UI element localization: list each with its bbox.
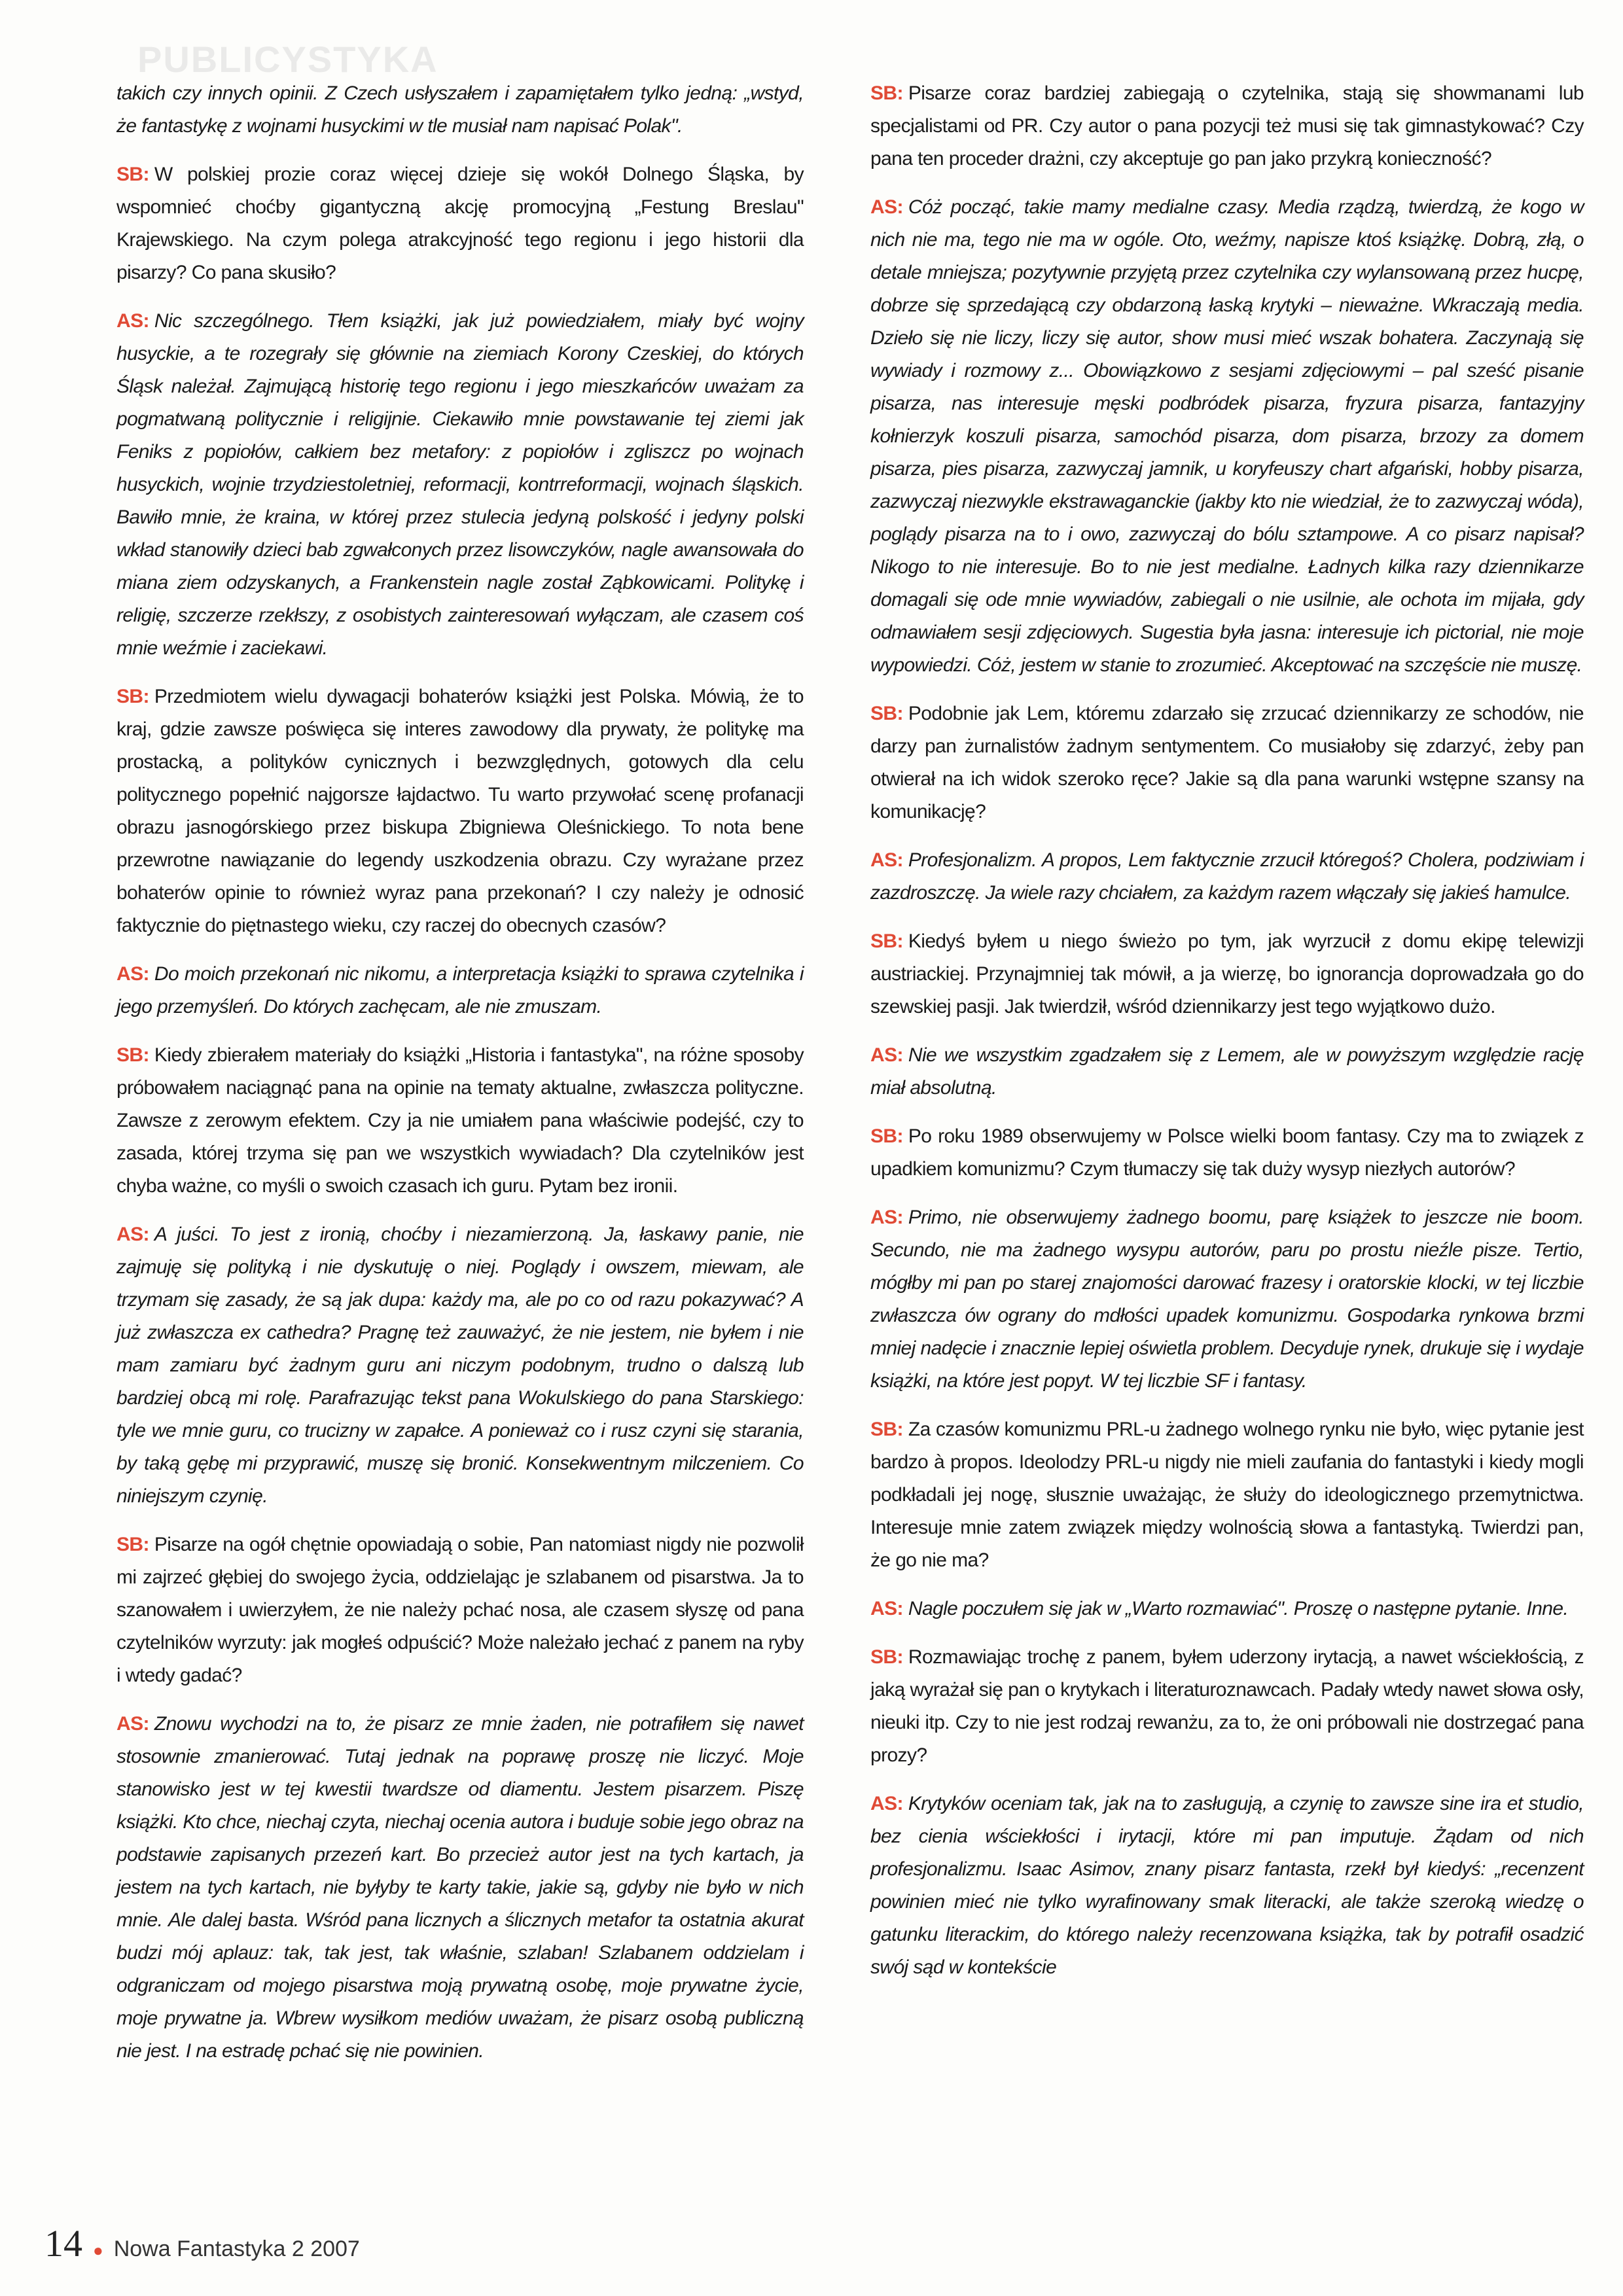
paragraph-text: Kiedy zbierałem materiały do książki „Historia i fantastyka", na różne sposoby próbowałem naciągnąć pana na opinie na tematy aktualne, zwłaszcza polityczne. Zawsze z zerowym efektem. Czy ja nie umiałem pana właściwie podejść, czy to zasada, której trzyma się pan we wszystkich wywiadach? Dla czytelników jest chyba ważne, co myśli o swoich czasach ich guru. Pytam bez ironii. bbox=[116, 1044, 804, 1197]
speaker-label-as: AS: bbox=[870, 196, 903, 218]
speaker-label-as: AS: bbox=[116, 1713, 149, 1735]
speaker-label-sb: SB: bbox=[870, 82, 903, 104]
page-footer bbox=[45, 2221, 360, 2265]
paragraph-text: Nic szczególnego. Tłem książki, jak już powiedziałem, miały być wojny husyckie, a te rozegrały się głównie na ziemiach Korony Czeskiej, do których Śląsk należał. Zajmującą historię tego regionu i jego mieszkańców uważam za pogmatwaną politycznie i religijnie. Ciekawiło mnie powstawanie tej ziemi jak Feniks z popiołów, całkiem bez metafory: z popiołów i zgliszcz po wojnach husyckich, wojnie trzydziestoletniej, reformacji, kontrreformacji, wojnach śląskich. Bawiło mnie, że kraina, w której przez stulecia jedyną polskość i jedyny polski wkład stanowiły dzieci bab zgwałconych przez lisowczyków, nagle awansowała do miana ziem odzyskanych, a Frankenstein nagle został Ząbkowicami. Politykę i religię, szczerze rzekłszy, z osobistych zainteresowań wyłączam, ale czasem coś mnie weźmie i zaciekawi. bbox=[116, 310, 804, 659]
speaker-label-as: AS: bbox=[870, 1793, 903, 1814]
bullet-icon: ● bbox=[93, 2240, 103, 2260]
paragraph-text: Nie we wszystkim zgadzałem się z Lemem, ale w powyższym względzie rację miał absolutną. bbox=[870, 1044, 1584, 1099]
interview-paragraph bbox=[870, 77, 1584, 175]
interview-paragraph bbox=[116, 680, 804, 942]
paragraph-text: Podobnie jak Lem, któremu zdarzało się zrzucać dziennikarzy ze schodów, nie darzy pan żurnalistów żadnym sentymentem. Co musiałoby się zdarzyć, żeby pan otwierał na ich widok szeroko ręce? Jakie są dla pana warunki wstępne szansy na komunikację? bbox=[870, 703, 1584, 822]
interview-paragraph bbox=[870, 1201, 1584, 1398]
speaker-label-as: AS: bbox=[870, 1207, 903, 1228]
interview-paragraph bbox=[870, 1641, 1584, 1772]
paragraph-text: W polskiej prozie coraz więcej dzieje się wokół Dolnego Śląska, by wspomnieć choćby gigantyczną akcję promocyjną „Festung Breslau" Krajewskiego. Na czym polega atrakcyjność tego regionu i jego historii dla pisarzy? Co pana skusiło? bbox=[116, 164, 804, 283]
speaker-label-sb: SB: bbox=[870, 1125, 903, 1147]
page-number: 14 bbox=[45, 2222, 82, 2265]
interview-paragraph bbox=[116, 158, 804, 289]
speaker-label-as: AS: bbox=[116, 310, 149, 332]
interview-paragraph bbox=[116, 77, 804, 143]
interview-paragraph bbox=[116, 1039, 804, 1203]
paragraph-text: takich czy innych opinii. Z Czech usłyszałem i zapamiętałem tylko jedną: „wstyd, że fantastykę z wojnami husyckimi w tle musiał nam napisać Polak". bbox=[116, 82, 804, 137]
interview-paragraph bbox=[116, 958, 804, 1023]
interview-paragraph bbox=[116, 1218, 804, 1513]
magazine-name: Nowa Fantastyka 2 2007 bbox=[113, 2236, 360, 2261]
left-column bbox=[116, 77, 804, 2083]
speaker-label-sb: SB: bbox=[870, 1646, 903, 1668]
interview-paragraph bbox=[870, 191, 1584, 682]
speaker-label-sb: SB: bbox=[116, 1534, 149, 1555]
speaker-label-sb: SB: bbox=[116, 1044, 149, 1066]
paragraph-text: Nagle poczułem się jak w „Warto rozmawiać". Proszę o następne pytanie. Inne. bbox=[908, 1598, 1569, 1619]
speaker-label-as: AS: bbox=[870, 1044, 903, 1066]
paragraph-text: Znowu wychodzi na to, że pisarz ze mnie żaden, nie potrafiłem się nawet stosownie zmanierować. Tutaj jednak na poprawę proszę nie liczyć. Moje stanowisko jest w tej kwestii twardsze od diamentu. Jestem pisarzem. Piszę książki. Kto chce, niechaj czyta, niechaj ocenia autora i buduje sobie jego obraz na podstawie zapisanych przezeń kart. Bo przecież autor jest na tych kartach, ja jestem na tych kartach, nie byłyby te karty takie, jakie są, gdyby nie było w nich mnie. Ale dalej basta. Wśród pana licznych a ślicznych metafor ta ostatnia akurat budzi mój aplauz: tak, tak jest, tak właśnie, szlaban! Szlabanem oddzielam i odgraniczam od mojego pisarstwa moją prywatną osobę, moje prywatne życie, moje prywatne ja. Wbrew wysiłkom mediów uważam, że pisarz osobą publiczną nie jest. I na estradę pchać się nie powinien. bbox=[116, 1713, 804, 2062]
interview-paragraph bbox=[870, 844, 1584, 910]
speaker-label-as: AS: bbox=[870, 849, 903, 871]
interview-paragraph bbox=[870, 1788, 1584, 1984]
speaker-label-sb: SB: bbox=[870, 930, 903, 952]
interview-paragraph bbox=[116, 305, 804, 665]
speaker-label-sb: SB: bbox=[870, 1419, 903, 1440]
paragraph-text: Po roku 1989 obserwujemy w Polsce wielki boom fantasy. Czy ma to związek z upadkiem komunizmu? Czym tłumaczy się tak duży wysyp niezłych autorów? bbox=[870, 1125, 1584, 1180]
interview-paragraph bbox=[870, 698, 1584, 828]
speaker-label-as: AS: bbox=[116, 963, 149, 985]
paragraph-text: A juści. To jest z ironią, choćby i niezamierzoną. Ja, łaskawy panie, nie zajmuję się polityką i nie dyskutuję o niej. Poglądy i owszem, miewam, ale trzymam się zasady, że są jak dupa: każdy ma, ale po co od razu pokazywać? A już zwłaszcza ex cathedra? Pragnę też zauważyć, że nie jestem, nie byłem i nie mam zamiaru być żadnym guru ani niczym podobnym, trudno o dalszą lub bardziej obcą mi rolę. Parafrazując tekst pana Wokulskiego do pana Starskiego: tyle we mnie guru, co trucizny w zapałce. A ponieważ co i rusz czyni się starania, by taką gębę mi przyprawić, muszę się bronić. Konsekwentnym milczeniem. Co niniejszym czynię. bbox=[116, 1224, 804, 1507]
paragraph-text: Przedmiotem wielu dywagacji bohaterów książki jest Polska. Mówią, że to kraj, gdzie zawsze poświęca się interes zawodowy dla prywaty, że politykę ma prostacką, a polityków cynicznych i bezwzględnych, gotowych dla celu politycznego popełnić najgorsze łajdactwo. Tu warto przywołać scenę profanacji obrazu jasnogórskiego przez biskupa Zbigniewa Oleśnickiego. To nota bene przewrotne nawiązanie do legendy uszkodzenia obrazu. Czy wyrażane przez bohaterów opinie to również wyraz pana przekonań? I czy należy je odnosić faktycznie do piętnastego wieku, czy raczej do obecnych czasów? bbox=[116, 686, 804, 936]
paragraph-text: Pisarze na ogół chętnie opowiadają o sobie, Pan natomiast nigdy nie pozwolił mi zajrzeć głębiej do swojego życia, oddzielając je szlabanem od pisarstwa. Ja to szanowałem i uwierzyłem, że nie należy pchać nosa, ale czasem słyszę od pana czytelników wyrzuty: jak mogłeś odpuścić? Może należało jechać z panem na ryby i wtedy gadać? bbox=[116, 1534, 804, 1686]
speaker-label-as: AS: bbox=[870, 1598, 903, 1619]
paragraph-text: Do moich przekonań nic nikomu, a interpretacja książki to sprawa czytelnika i jego przemyśleń. Do których zachęcam, ale nie zmuszam. bbox=[116, 963, 804, 1017]
paragraph-text: Kiedyś byłem u niego świeżo po tym, jak wyrzucił z domu ekipę telewizji austriackiej. Przynajmniej tak mówił, a ja wierzę, bo ignorancja doprowadzała go do szewskiej pasji. Jak twierdził, wśród dziennikarzy jest tego wyjątkowo dużo. bbox=[870, 930, 1584, 1017]
interview-paragraph bbox=[116, 1528, 804, 1692]
interview-paragraph bbox=[870, 1039, 1584, 1104]
interview-paragraph bbox=[870, 1413, 1584, 1577]
interview-paragraph bbox=[870, 925, 1584, 1023]
paragraph-text: Krytyków oceniam tak, jak na to zasługują, a czynię to zawsze sine ira et studio, bez cienia wściekłości i irytacji, które mi pan imputuje. Żądam od nich profesjonalizmu. Isaac Asimov, znany pisarz fantasta, rzekł był kiedyś: „recenzent powinien mieć nie tylko wyrafinowany smak literacki, ale także szeroką wiedzę o gatunku literackim, do którego należy recenzowana książka, tak by potrafił osadzić swój sąd w kontekście bbox=[870, 1793, 1584, 1978]
section-header-ghost: PUBLICYSTYKA bbox=[137, 39, 438, 80]
interview-paragraph bbox=[870, 1593, 1584, 1625]
speaker-label-sb: SB: bbox=[870, 703, 903, 724]
paragraph-text: Rozmawiając trochę z panem, byłem uderzony irytacją, a nawet wściekłością, z jaką wyrażał się pan o krytykach i literaturoznawcach. Padały wtedy nawet słowa osły, nieuki itp. Czy to nie jest rodzaj rewanżu, za to, że oni próbowali nie dostrzegać pana prozy? bbox=[870, 1646, 1584, 1766]
paragraph-text: Primo, nie obserwujemy żadnego boomu, parę książek to jeszcze nie boom. Secundo, nie ma żadnego wysypu autorów, paru po prostu nieźle pisze. Tertio, mógłby mi pan po starej znajomości darować frazesy i oratorskie klocki, w tej liczbie zwłaszcza ów ograny do mdłości upadek komunizmu. Gospodarka rynkowa brzmi mniej nadęcie i znacznie lepiej oświetla problem. Decyduje rynek, drukuje się i wydaje książki, na które jest popyt. W tej liczbie SF i fantasy. bbox=[870, 1207, 1584, 1392]
paragraph-text: Cóż począć, takie mamy medialne czasy. Media rządzą, twierdzą, że kogo w nich nie ma, tego nie ma w ogóle. Oto, weźmy, napisze ktoś książkę. Dobrą, złą, o detale mniejsza; pozytywnie przyjętą przez czytelnika czy wylansowaną przez hucpę, dobrze się sprzedającą czy obdarzoną łaską krytyki – nieważne. Wkraczają media. Dzieło się nie liczy, liczy się autor, show musi mieć wszak bohatera. Zaczynają się wywiady i rozmowy z... Obowiązkowo z sesjami zdjęciowymi – pal sześć pisanie pisarza, nas interesuje męski podbródek pisarza, fryzura pisarza, fantazyjny kołnierzyk koszuli pisarza, samochód pisarza, dom pisarza, brzozy za domem pisarza, pies pisarza, zazwyczaj jamnik, u koryfeuszy chart afgański, hobby pisarza, zazwyczaj niezwykle ekstrawaganckie (jakby kto nie wiedział, że to zazwyczaj wóda), poglądy pisarza na to i owo, zazwyczaj do bólu sztampowe. A co pisarz napisał? Nikogo to nie interesuje. Bo to nie jest medialne. Ładnych kilka razy dziennikarze domagali się ode mnie wywiadów, zabiegali o nie usilnie, ale ochota im mijała, gdy odmawiałem sesji zdjęciowych. Sugestia była jasna: interesuje ich pictorial, nie moje wypowiedzi. Cóż, jestem w stanie to zrozumieć. Akceptować na szczęście nie muszę. bbox=[870, 196, 1584, 676]
right-column bbox=[870, 77, 1584, 2000]
paragraph-text: Za czasów komunizmu PRL-u żadnego wolnego rynku nie było, więc pytanie jest bardzo à propos. Ideolodzy PRL-u nigdy nie mieli zaufania do fantastyki i kiedy mogli podkładali jej nogę, słusznie uważając, że służy do ideologicznego przemytnictwa. Interesuje mnie zatem związek między wolnością słowa a fantastyką. Twierdzi pan, że go nie ma? bbox=[870, 1419, 1584, 1571]
paragraph-text: Profesjonalizm. A propos, Lem faktycznie zrzucił któregoś? Cholera, podziwiam i zazdroszczę. Ja wiele razy chciałem, za każdym razem włączały się jakieś hamulce. bbox=[870, 849, 1584, 904]
speaker-label-as: AS: bbox=[116, 1224, 149, 1245]
speaker-label-sb: SB: bbox=[116, 164, 149, 185]
paragraph-text: Pisarze coraz bardziej zabiegają o czytelnika, stają się showmanami lub specjalistami od PR. Czy autor o pana pozycji też musi się tak gimnastykować? Czy pana ten proceder drażni, czy akceptuje go pan jako przykrą konieczność? bbox=[870, 82, 1584, 169]
interview-paragraph bbox=[870, 1120, 1584, 1186]
interview-paragraph bbox=[116, 1708, 804, 2068]
speaker-label-sb: SB: bbox=[116, 686, 149, 707]
